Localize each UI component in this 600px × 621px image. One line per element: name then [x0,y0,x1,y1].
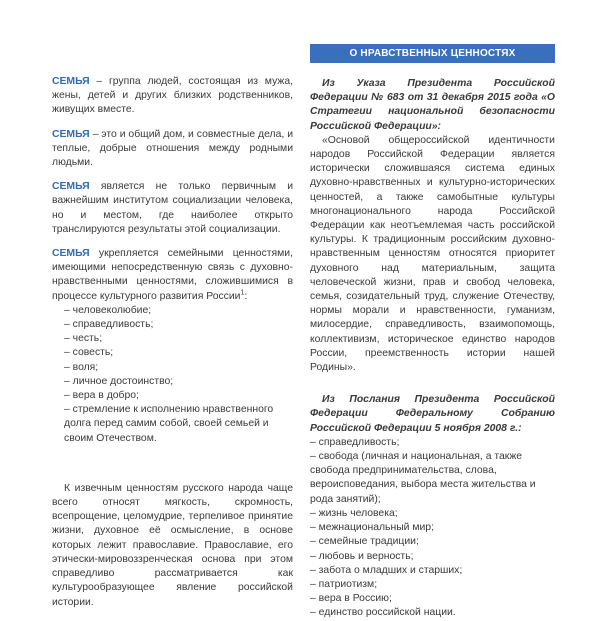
list-item: – любовь и верность; [310,550,414,562]
list-item: – совесть; [64,347,114,359]
list-item: – единство российской нации. [310,607,456,619]
family-definition-2 [52,128,293,171]
message-values-list [310,436,555,621]
definition-text: укрепляется семейными ценностями, имеющими непосредственную связь с духовно-нравственными ценностями, сложившимися в процессе культурного развития России [52,248,293,302]
list-item: – личное достоинство; [64,375,174,387]
left-column [52,75,293,610]
list-item: – человеколюбие; [64,304,152,316]
message-heading: Из Послания Президента Российской Федерации Федеральному Собранию Российской Федерации 5 ноября 2008 г.: [310,394,555,434]
values-list [52,304,293,446]
term-family: СЕМЬЯ [52,181,90,193]
section-banner: О НРАВСТВЕННЫХ ЦЕННОСТЯХ ОФИЦИАЛЬНО: [310,44,555,63]
decree-quote: «Основой общероссийской идентичности народов Российской Федерации является исторически сложившаяся система единых духовно-нравственных и культурно-исторических ценностей, а также самобытные культуры многонационального народа Российской Федерации как неотъемлемая часть российской культуры. К традиционным российским духовно-нравственным ценностям относятся приоритет духовного над материальным, защита человеческой жизни, прав и свобод человека, семья, созидательный труд, служение Отечеству, нормы морали и нравственности, гуманизм, милосердие, справедливость, взаимопомощь, коллективизм, историческое единство народов России, преемственность истории нашей Родины». [310,134,555,374]
list-item: – жизнь человека; [310,507,398,519]
list-item: – межнациональный мир; [310,522,434,534]
list-item: – вера в добро; [64,390,139,402]
list-item: – стремление к исполнению нравственного долга перед самим собой, своей семьей и своим Отечеством. [64,404,274,444]
family-definition-3 [52,180,293,237]
list-item: – воля; [64,361,99,373]
right-column [310,44,555,621]
list-item: – свобода (личная и национальная, а также свобода предпринимательства, слова, вероисповедания, выбора места жительства и рода занятий); [310,451,536,505]
list-item: – честь; [64,333,103,345]
list-item: – забота о младших и старших; [310,564,463,576]
definition-text: является не только первичным и важнейшим институтом социализации человека, но и местом, где наиболее открыто транслируются результаты этой социализации. [52,181,293,235]
definition-text: – это и общий дом, и совместные дела, и теплые, добрые отношения между родными людьми. [52,128,293,169]
russian-values-paragraph: К извечным ценностям русского народа чаще всего относят мягкость, скромность, всепрощение, целомудрие, терпеливое принятие жизни, духовное её осмысление, в основе которых лежит православие. Православие, его этически-мировоззренческая основа при этом справедливо рассматривается как культурообразующее явление российской истории. [52,482,293,608]
list-item: – вера в Россию; [310,593,392,605]
family-definition-1 [52,75,293,118]
definition-text: – группа людей, состоящая из мужа, жены, детей и других близких родственников, живущих вместе. [52,76,293,116]
list-item: – семейные традиции; [310,536,419,548]
list-item: – справедливость; [310,436,400,448]
colon: : [244,290,248,302]
family-definition-4 [52,247,293,304]
term-family: СЕМЬЯ [52,76,90,87]
decree-heading: Из Указа Президента Российской Федерации № 683 от 31 декабря 2015 года «О Стратегии национальной безопасности Российской Федерации»: [310,78,555,132]
list-item: – справедливость; [64,319,154,331]
footnote-marker: 1 [240,289,245,297]
term-family: СЕМЬЯ [52,128,90,140]
list-item: – патриотизм; [310,578,378,590]
term-family: СЕМЬЯ [52,248,90,260]
